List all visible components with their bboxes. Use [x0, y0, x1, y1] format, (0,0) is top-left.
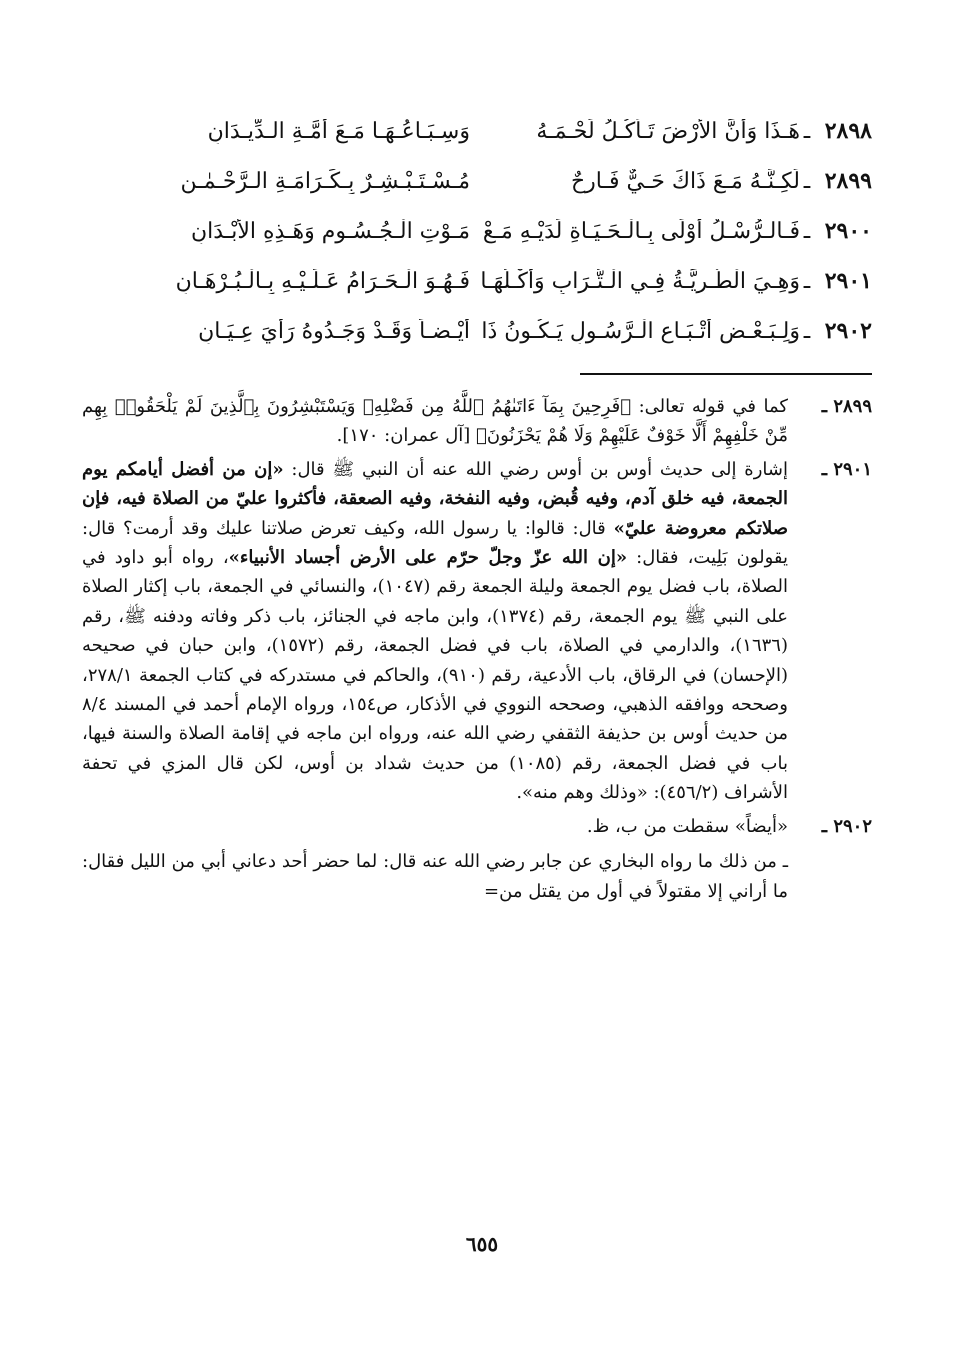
footnote-2901	[82, 455, 872, 808]
verse-line	[82, 206, 872, 256]
verse-number: ٢٩٠٢	[824, 318, 872, 344]
verse-second-hemistich: وَسِـبَـاعُـهَـا مَـعَ أُمَّـةِ الـدِّيـدَانِ	[207, 118, 470, 144]
verse-dash: ـ	[803, 218, 811, 244]
verse-line	[82, 306, 872, 356]
verse-number: ٢٩٠٠	[824, 218, 872, 244]
footnote-text-part: إشارة إلى حديث أوس بن أوس رضي الله عنه أن النبي ﷺ قال:	[283, 458, 788, 480]
footnote-text: كما في قوله تعالى: ﴿فَرِحِينَ بِمَآ ءَاتَىٰهُمُ ٱللَّهُ مِن فَضْلِهِۦ وَيَسْتَبْشِرُونَ بِٱلَّذِينَ لَمْ يَلْحَقُوا۟ بِهِم مِّنْ خَلْفِهِمْ أَلَّا خَوْفٌ عَلَيْهِمْ وَلَا هُمْ يَحْزَنُونَ﴾ [آل عمران: ١٧٠].	[82, 396, 788, 447]
footnote-text: «أيضاً» سقطت من ب، ظ.	[586, 815, 788, 837]
verse-second-hemistich: مُـسْـتَـبْـشِـرٌ بِـكَـرَامَـةِ الـرَّحْـمٰـنِ	[180, 168, 470, 194]
verse-second-hemistich: فَـهُـوَ الْـحَـرَامُ عَـلَـيْـهِ بِـالْـبُـرْهَـانِ	[175, 268, 470, 294]
verse-second-hemistich: أيْـضـاً وَقَـدْ وَجَـدُوهُ رَأيَ عِـيَـانِ	[198, 318, 470, 344]
footnote-text	[82, 455, 788, 808]
footnote-separator	[580, 373, 872, 375]
verse-first-hemistich: وَلِـبَـعْـضِ أتْـبَـاعِ الْـرَّسُـولِ يَـكُـونُ ذَا	[481, 318, 800, 344]
footnotes	[82, 392, 872, 924]
verse-first-hemistich: فَـالـرُّسْـلُ أوْلَى بِـالْـحَـيَـاةِ لَدَيْـهِ مَـعْ	[482, 218, 800, 244]
footnote-text-part: ، رواه أبو داود في الصلاة، باب فضل يوم الجمعة وليلة الجمعة رقم (١٠٤٧)، والنسائي في الجمعة، باب إكثار الصلاة على النبي ﷺ يوم الجمعة، رقم (١٣٧٤)، وابن ماجه في الجنائز، باب ذكر وفاته ودفنه ﷺ، رقم (١٦٣٦)، والدارمي في الصلاة، باب في فضل الجمعة، رقم (١٥٧٢)، وابن حبان في صحيحه (الإحسان) في الرقاق، باب الأدعية، رقم (٩١٠)، والحاكم في مستدركه في كتاب الجمعة ٢٧٨/١، وصححه ووافقه الذهبي، وصححه النووي في الأذكار، ص١٥٤، ورواه الإمام أحمد في المسند ٨/٤ من حديث أوس بن حذيفة الثقفي رضي الله عنه، ورواه ابن ماجه في إقامة الصلاة والسنة فيها، باب في فضل الجمعة، رقم (١٠٨٥) من حديث شداد بن أوس، لكن قال المزي في تحفة الأشراف (٤٥٦/٢): «وذلك وهم منه».	[82, 547, 789, 804]
footnote-ref: ٢٩٠٢ ـ	[821, 815, 872, 837]
page-number: ٦٥٥	[465, 1232, 499, 1256]
verse-line	[82, 106, 872, 156]
verse-number: ٢٨٩٨	[824, 118, 872, 144]
hadith-quote: «إن الله عزّ وجلّ حرّم على الأرض أجساد الأنبياء»	[228, 547, 628, 569]
verse-dash: ـ	[803, 168, 811, 194]
verse-first-hemistich: لَكِـنَّـهُ مَـعَ ذَاكَ حَـيٌّ فَـارِحٌ	[570, 168, 800, 194]
verse-line	[82, 156, 872, 206]
footnote-ref: ٢٨٩٩ ـ	[821, 396, 872, 417]
footnote-2899	[82, 392, 872, 451]
verse-number: ٢٨٩٩	[824, 168, 872, 194]
verse-dash: ـ	[803, 268, 811, 294]
footnote-2902	[82, 812, 872, 841]
verse-number: ٢٩٠١	[824, 268, 872, 294]
footnote-continuation: ـ من ذلك ما رواه البخاري عن جابر رضي الله عنه قال: لما حضر أحد دعاني أبي من الليل فقال: ما أراني إلا مقتولاً في أول من يقتل من=	[82, 851, 788, 902]
footnote-ref: ٢٩٠١ ـ	[821, 458, 872, 480]
verse-dash: ـ	[803, 118, 811, 144]
verse-first-hemistich: هَـذَا وَأنَّ الأرْضَ تَـأْكُـلُ لَحْـمَـهُ	[536, 118, 800, 144]
verse-line	[82, 256, 872, 306]
hadith-quote: «إن من أفضل أيامكم يوم الجمعة، فيه خلق آدم، وفيه قُبض، وفيه النفخة، وفيه الصعقة، فأكثروا عليّ من الصلاة فيه، فإن صلاتكم معروضة عليّ»	[82, 458, 788, 539]
poem-verses	[82, 106, 872, 356]
verse-second-hemistich: مَـوْتِ الْـجُـسُـومِ وَهَـذِهِ الأبْـدَانِ	[190, 218, 470, 244]
verse-dash: ـ	[803, 318, 811, 344]
footnote-text-part: قال: قالوا: يا رسول الله، وكيف تعرض صلاتنا عليك وقد أرمت؟ قال: يقولون بَلِيت، فقال:	[82, 517, 788, 569]
verse-first-hemistich: وَهِـيَ الْطَّـرِيَّـةُ فِـي الْـتُّـرَابِ وَأكْـلُهَـا	[480, 268, 800, 294]
